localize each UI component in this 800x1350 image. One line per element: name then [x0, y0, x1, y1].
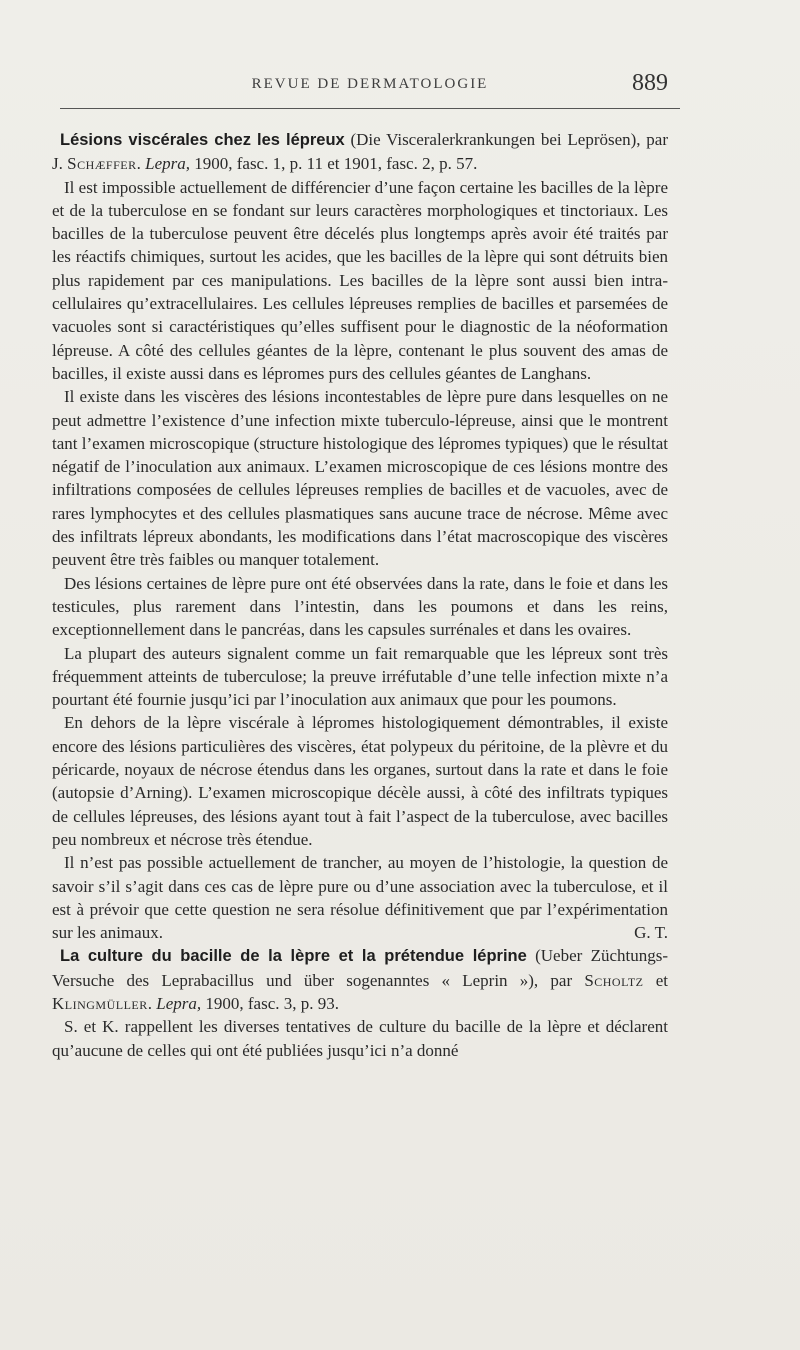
- article-2-author-1: Scholtz: [584, 970, 644, 990]
- article-1-citation-open: (Die Visceralerkrankungen bei Leprösen), par J.: [52, 130, 668, 174]
- article-2-citation-open: (Ueber Züchtungs-Versuche des Leprabacillus und über sogenanntes « Leprin »), par: [52, 946, 668, 990]
- article-1-heading: [52, 128, 668, 176]
- article-1-paragraph-3: Des lésions certaines de lèpre pure ont été observées dans la rate, dans le foie et dans les testicules, plus rarement dans l’intestin, dans les poumons et dans les reins, exceptionnellement dans le pancréas, dans les capsules surrénales et dans les ovaires.: [52, 573, 668, 640]
- article-2-paragraph-1: S. et K. rappellent les diverses tentatives de culture du bacille de la lèpre et déclarent qu’aucune de celles qui ont été publiées jusqu’ici n’a donné: [52, 1017, 668, 1060]
- article-2-heading: [52, 944, 668, 1015]
- article-2-title: La culture du bacille de la lèpre et la prétendue léprine: [60, 947, 527, 966]
- article-1-title: Lésions viscérales chez les lépreux: [60, 131, 345, 149]
- running-head: [60, 72, 680, 102]
- article-1-journal: Lepra,: [145, 154, 190, 174]
- article-2-and: et: [643, 970, 668, 990]
- page-number: 889: [632, 70, 668, 96]
- article-1-paragraph-6-text: Il n’est pas possible actuellement de trancher, au moyen de l’histologie, la question de savoir s’il s’agit dans ces cas de lèpre pure ou d’une association avec la tuberculose, et il est à prévoir que cette question ne sera résolue définitivement que par l’expérimentation sur les animaux.: [52, 853, 668, 943]
- article-2-journal: Lepra,: [156, 993, 202, 1013]
- article-2-citation-end: 1900, fasc. 3, p. 93.: [201, 993, 340, 1013]
- running-title: REVUE DE DERMATOLOGIE: [251, 76, 489, 92]
- article-1-paragraph-6: [52, 851, 668, 944]
- article-2-citation-mid: .: [147, 993, 157, 1013]
- article-1-citation-end: 1900, fasc. 1, p. 11 et 1901, fasc. 2, p. 57.: [189, 154, 478, 174]
- article-1-paragraph-5: En dehors de la lèpre viscérale à lépromes histologiquement démontrables, il existe encore des lésions particulières des viscères, état polypeux du péritoine, de la plèvre et du péricarde, noyaux de nécrose étendus dans les organes, surtout dans la rate et dans le foie (autopsie d’Arning). L’examen microscopique décèle aussi, à côté des infiltrats typiques de cellules lépreuses, des lésions ayant tout à fait l’aspect de la tuberculose, avec bacilles peu nombreux et nécrose très étendue.: [52, 713, 668, 849]
- article-1-paragraph-4: La plupart des auteurs signalent comme un fait remarquable que les lépreux sont très fréquemment atteints de tuberculose; la preuve irréfutable d’une telle infection mixte n’a pourtant été fournie jusqu’ici par l’inoculation aux animaux que pour les poumons.: [52, 643, 668, 710]
- article-1-paragraph-2: Il existe dans les viscères des lésions incontestables de lèpre pure dans lesquelles on ne peut admettre l’existence d’une infection mixte tuberculo-lépreuse, ainsi que le montrent tant l’examen microscopique (structure histologique des lépromes typiques) que le résultat négatif de l’inoculation aux animaux. L’examen microscopique de ces lésions montre des infiltrations composées de cellules lépreuses remplies de bacilles et de vacuoles, avec de rares lymphocytes et des cellules plasmatiques sans aucune trace de nécrose. Même avec des infiltrats lépreux abondants, les modifications dans l’état macroscopique des viscères peuvent être très faibles ou manquer totalement.: [52, 387, 668, 570]
- article-1-citation-mid: .: [136, 154, 146, 174]
- header-rule: [60, 108, 680, 109]
- page-body: [52, 128, 668, 1062]
- article-1-paragraph-1: Il est impossible actuellement de différencier d’une façon certaine les bacilles de la lèpre et de la tuberculose en se fondant sur leurs caractères morphologiques et tinctoriaux. Les bacilles de la tuberculose peuvent être décelés plus longtemps après avoir été traités par les réactifs chimiques, surtout les acides, que les bacilles de la lèpre qui sont détruits bien plus rapidement par ces manipulations. Les bacilles de la lèpre sont aussi bien intracellulaires qu’extracellulaires. Les cellules lépreuses remplies de bacilles et parsemées de vacuoles sont si caractéristiques qu’elles suffisent pour le diagnostic de la néoformation lépreuse. A côté des cellules géantes de la lèpre, contenant le plus souvent des amas de bacilles, il existe aussi dans es lépromes purs des cellules géantes de Langhans.: [52, 177, 668, 383]
- article-1-author: Schæffer: [67, 154, 137, 174]
- article-1-signature: G. T.: [634, 923, 668, 943]
- article-2-author-2: Klingmüller: [52, 993, 148, 1013]
